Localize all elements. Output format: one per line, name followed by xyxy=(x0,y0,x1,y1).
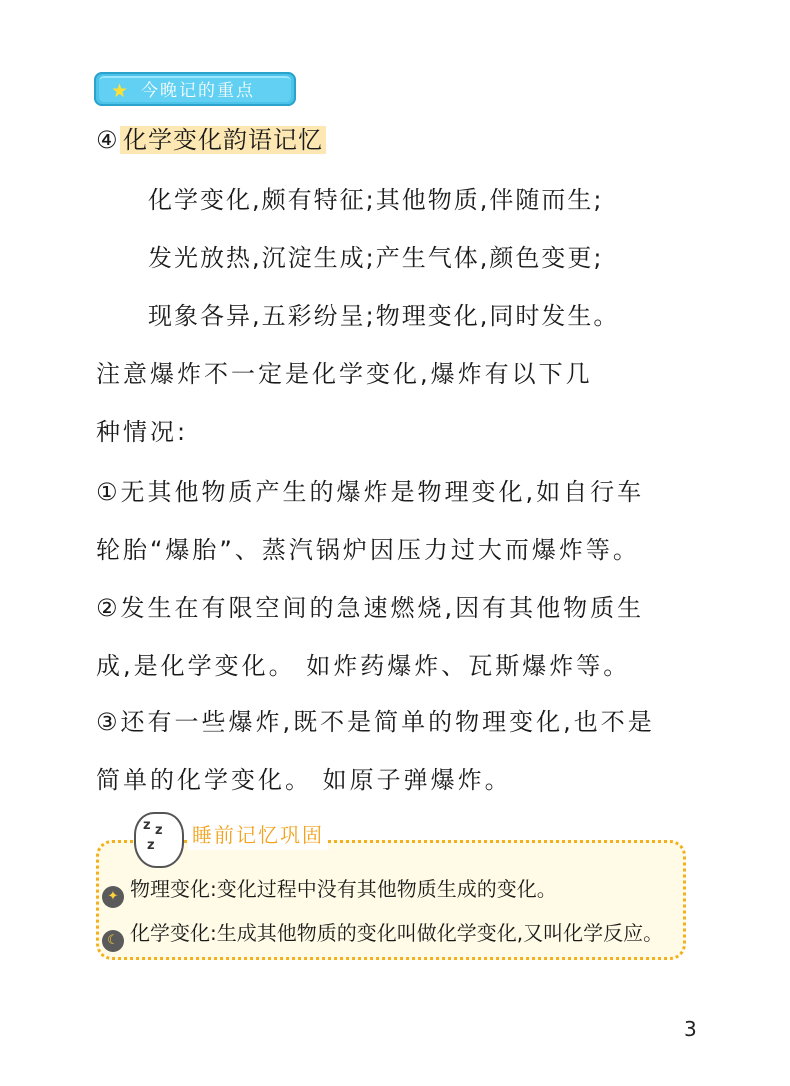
review-title: 睡前记忆巩固 xyxy=(188,820,328,850)
poem-line: 现象各异,五彩纷呈;物理变化,同时发生。 xyxy=(148,302,620,330)
body-line: ①无其他物质产生的爆炸是物理变化,如自行车 xyxy=(96,478,645,506)
page-number: 3 xyxy=(684,1017,697,1041)
body-line: 简单的化学变化。 如原子弹爆炸。 xyxy=(96,766,512,794)
poem-line: 发光放热,沉淀生成;产生气体,颜色变更; xyxy=(148,244,604,272)
poem-line: 化学变化,颇有特征;其他物质,伴随而生; xyxy=(148,186,604,214)
topic-title: 化学变化韵语记忆 xyxy=(120,126,326,154)
section-tag-inner xyxy=(99,76,291,102)
sleep-zzz-icon: z z z xyxy=(134,812,184,868)
topic-number: ④ xyxy=(96,126,119,154)
body-line: 轮胎“爆胎”、蒸汽锅炉因压力过大而爆炸等。 xyxy=(96,536,640,564)
review-row-text: 物理变化:变化过程中没有其他物质生成的变化。 xyxy=(130,877,557,901)
review-row-text: 化学变化:生成其他物质的变化叫做化学变化,又叫化学反应。 xyxy=(130,921,664,945)
star-icon: ★ xyxy=(111,80,129,102)
section-tag-label: 今晚记的重点 xyxy=(141,81,255,101)
stars-icon: ✦ xyxy=(102,886,124,908)
body-line: ③还有一些爆炸,既不是简单的物理变化,也不是 xyxy=(96,708,655,736)
section-tag xyxy=(94,72,296,106)
topic-heading xyxy=(96,122,326,158)
body-line: 成,是化学变化。 如炸药爆炸、瓦斯爆炸等。 xyxy=(96,652,631,680)
review-row xyxy=(102,874,557,908)
review-row xyxy=(102,918,663,952)
body-line: 种情况: xyxy=(96,418,189,446)
body-line: 注意爆炸不一定是化学变化,爆炸有以下几 xyxy=(96,360,593,388)
body-line: ②发生在有限空间的急速燃烧,因有其他物质生 xyxy=(96,594,645,622)
moon-icon: ☾ xyxy=(102,930,124,952)
